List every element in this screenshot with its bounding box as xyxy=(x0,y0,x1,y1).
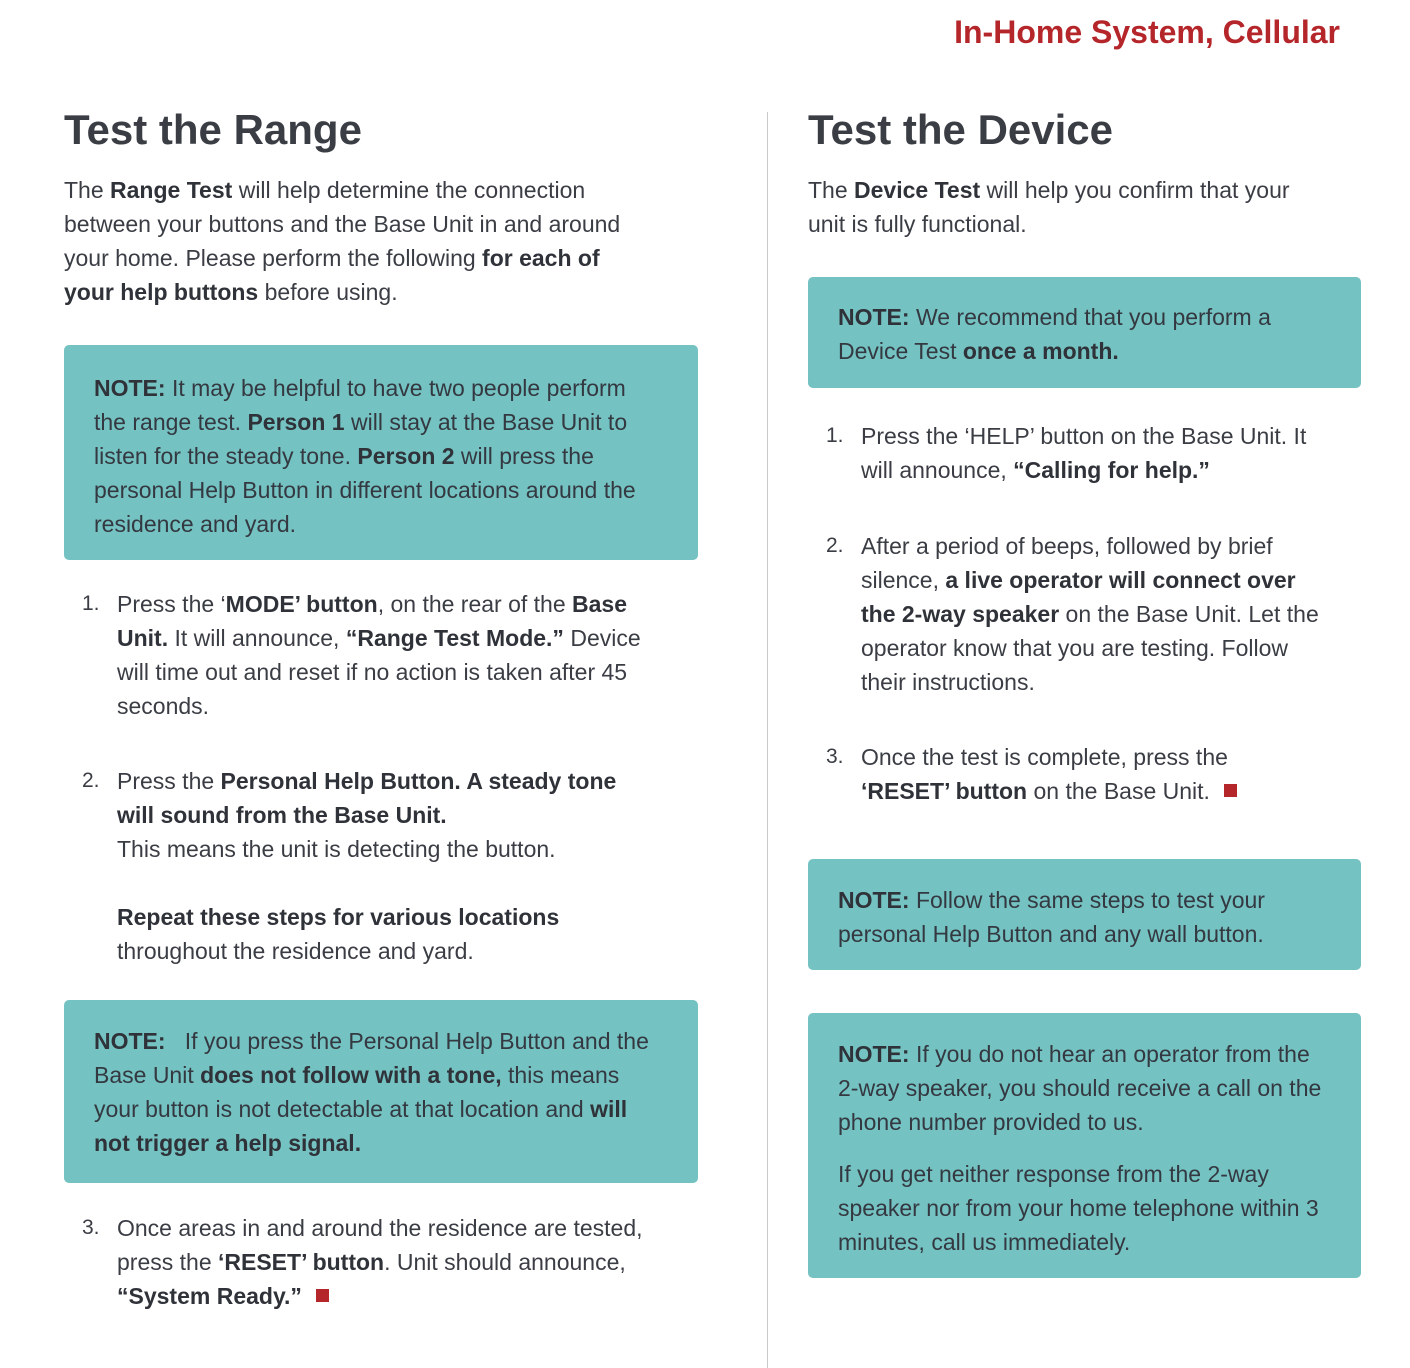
page-header-title: In-Home System, Cellular xyxy=(954,14,1340,50)
end-square-icon xyxy=(316,1289,329,1302)
step-number: 2. xyxy=(82,769,100,792)
step-number: 1. xyxy=(826,424,844,447)
range-test-heading: Test the Range xyxy=(64,106,362,153)
range-step-2: 2. Press the Personal Help Button. A steady tone will sound from the Base Unit. This means the unit is detecting the button. Repeat these steps for various locations throughout the residence and yard. xyxy=(82,764,702,968)
step-number: 1. xyxy=(82,592,100,615)
note-label: NOTE: xyxy=(838,887,910,913)
step-number: 3. xyxy=(82,1216,100,1239)
device-test-heading: Test the Device xyxy=(808,106,1114,153)
device-note-no-operator: NOTE: If you do not hear an operator from the 2-way speaker, you should receive a call on the phone number provided to us. If you get neither response from the 2-way speaker nor from your home telephone within 3 minutes, call us immediately. xyxy=(808,1013,1361,1278)
note-label: NOTE: xyxy=(94,375,166,401)
note-label: NOTE: xyxy=(838,1041,910,1067)
device-step-2: 2. After a period of beeps, followed by brief silence, a live operator will connect over the 2-way speaker on the Base Unit. Let the operator know that you are testing. Follow their instructions. xyxy=(826,529,1366,699)
column-divider xyxy=(767,112,768,1368)
step-number: 3. xyxy=(826,745,844,768)
range-note-no-tone: NOTE: If you press the Personal Help Button and the Base Unit does not follow with a tone, this means your button is not detectable at that location and will not trigger a help signal. xyxy=(64,1000,698,1183)
note-label: NOTE: xyxy=(94,1028,166,1054)
range-test-intro: The Range Test will help determine the connection between your buttons and the Base Unit in and around your home. Please perform the following for each of your help buttons before using. xyxy=(64,177,621,305)
device-test-intro: The Device Test will help you confirm that your unit is fully functional. xyxy=(808,177,1290,237)
device-note-monthly: NOTE: We recommend that you perform a Device Test once a month. xyxy=(808,277,1361,388)
end-square-icon xyxy=(1224,784,1237,797)
range-note-two-people: NOTE: It may be helpful to have two people perform the range test. Person 1 will stay at the Base Unit to listen for the steady tone. Person 2 will press the personal Help Button in different locations around the residence and yard. xyxy=(64,345,698,560)
range-step-1: 1. Press the ‘MODE’ button, on the rear of the Base Unit. It will announce, “Range Test Mode.” Device will time out and reset if no action is taken after 45 seconds. xyxy=(82,587,702,723)
device-step-3: 3. Once the test is complete, press the ‘RESET’ button on the Base Unit. xyxy=(826,740,1366,808)
range-step-3: 3. Once areas in and around the residence are tested, press the ‘RESET’ button. Unit should announce, “System Ready.” xyxy=(82,1211,702,1313)
device-step-1: 1. Press the ‘HELP’ button on the Base Unit. It will announce, “Calling for help.” xyxy=(826,419,1366,487)
note-label: NOTE: xyxy=(838,304,910,330)
step-number: 2. xyxy=(826,534,844,557)
device-note-same-steps: NOTE: Follow the same steps to test your personal Help Button and any wall button. xyxy=(808,859,1361,970)
